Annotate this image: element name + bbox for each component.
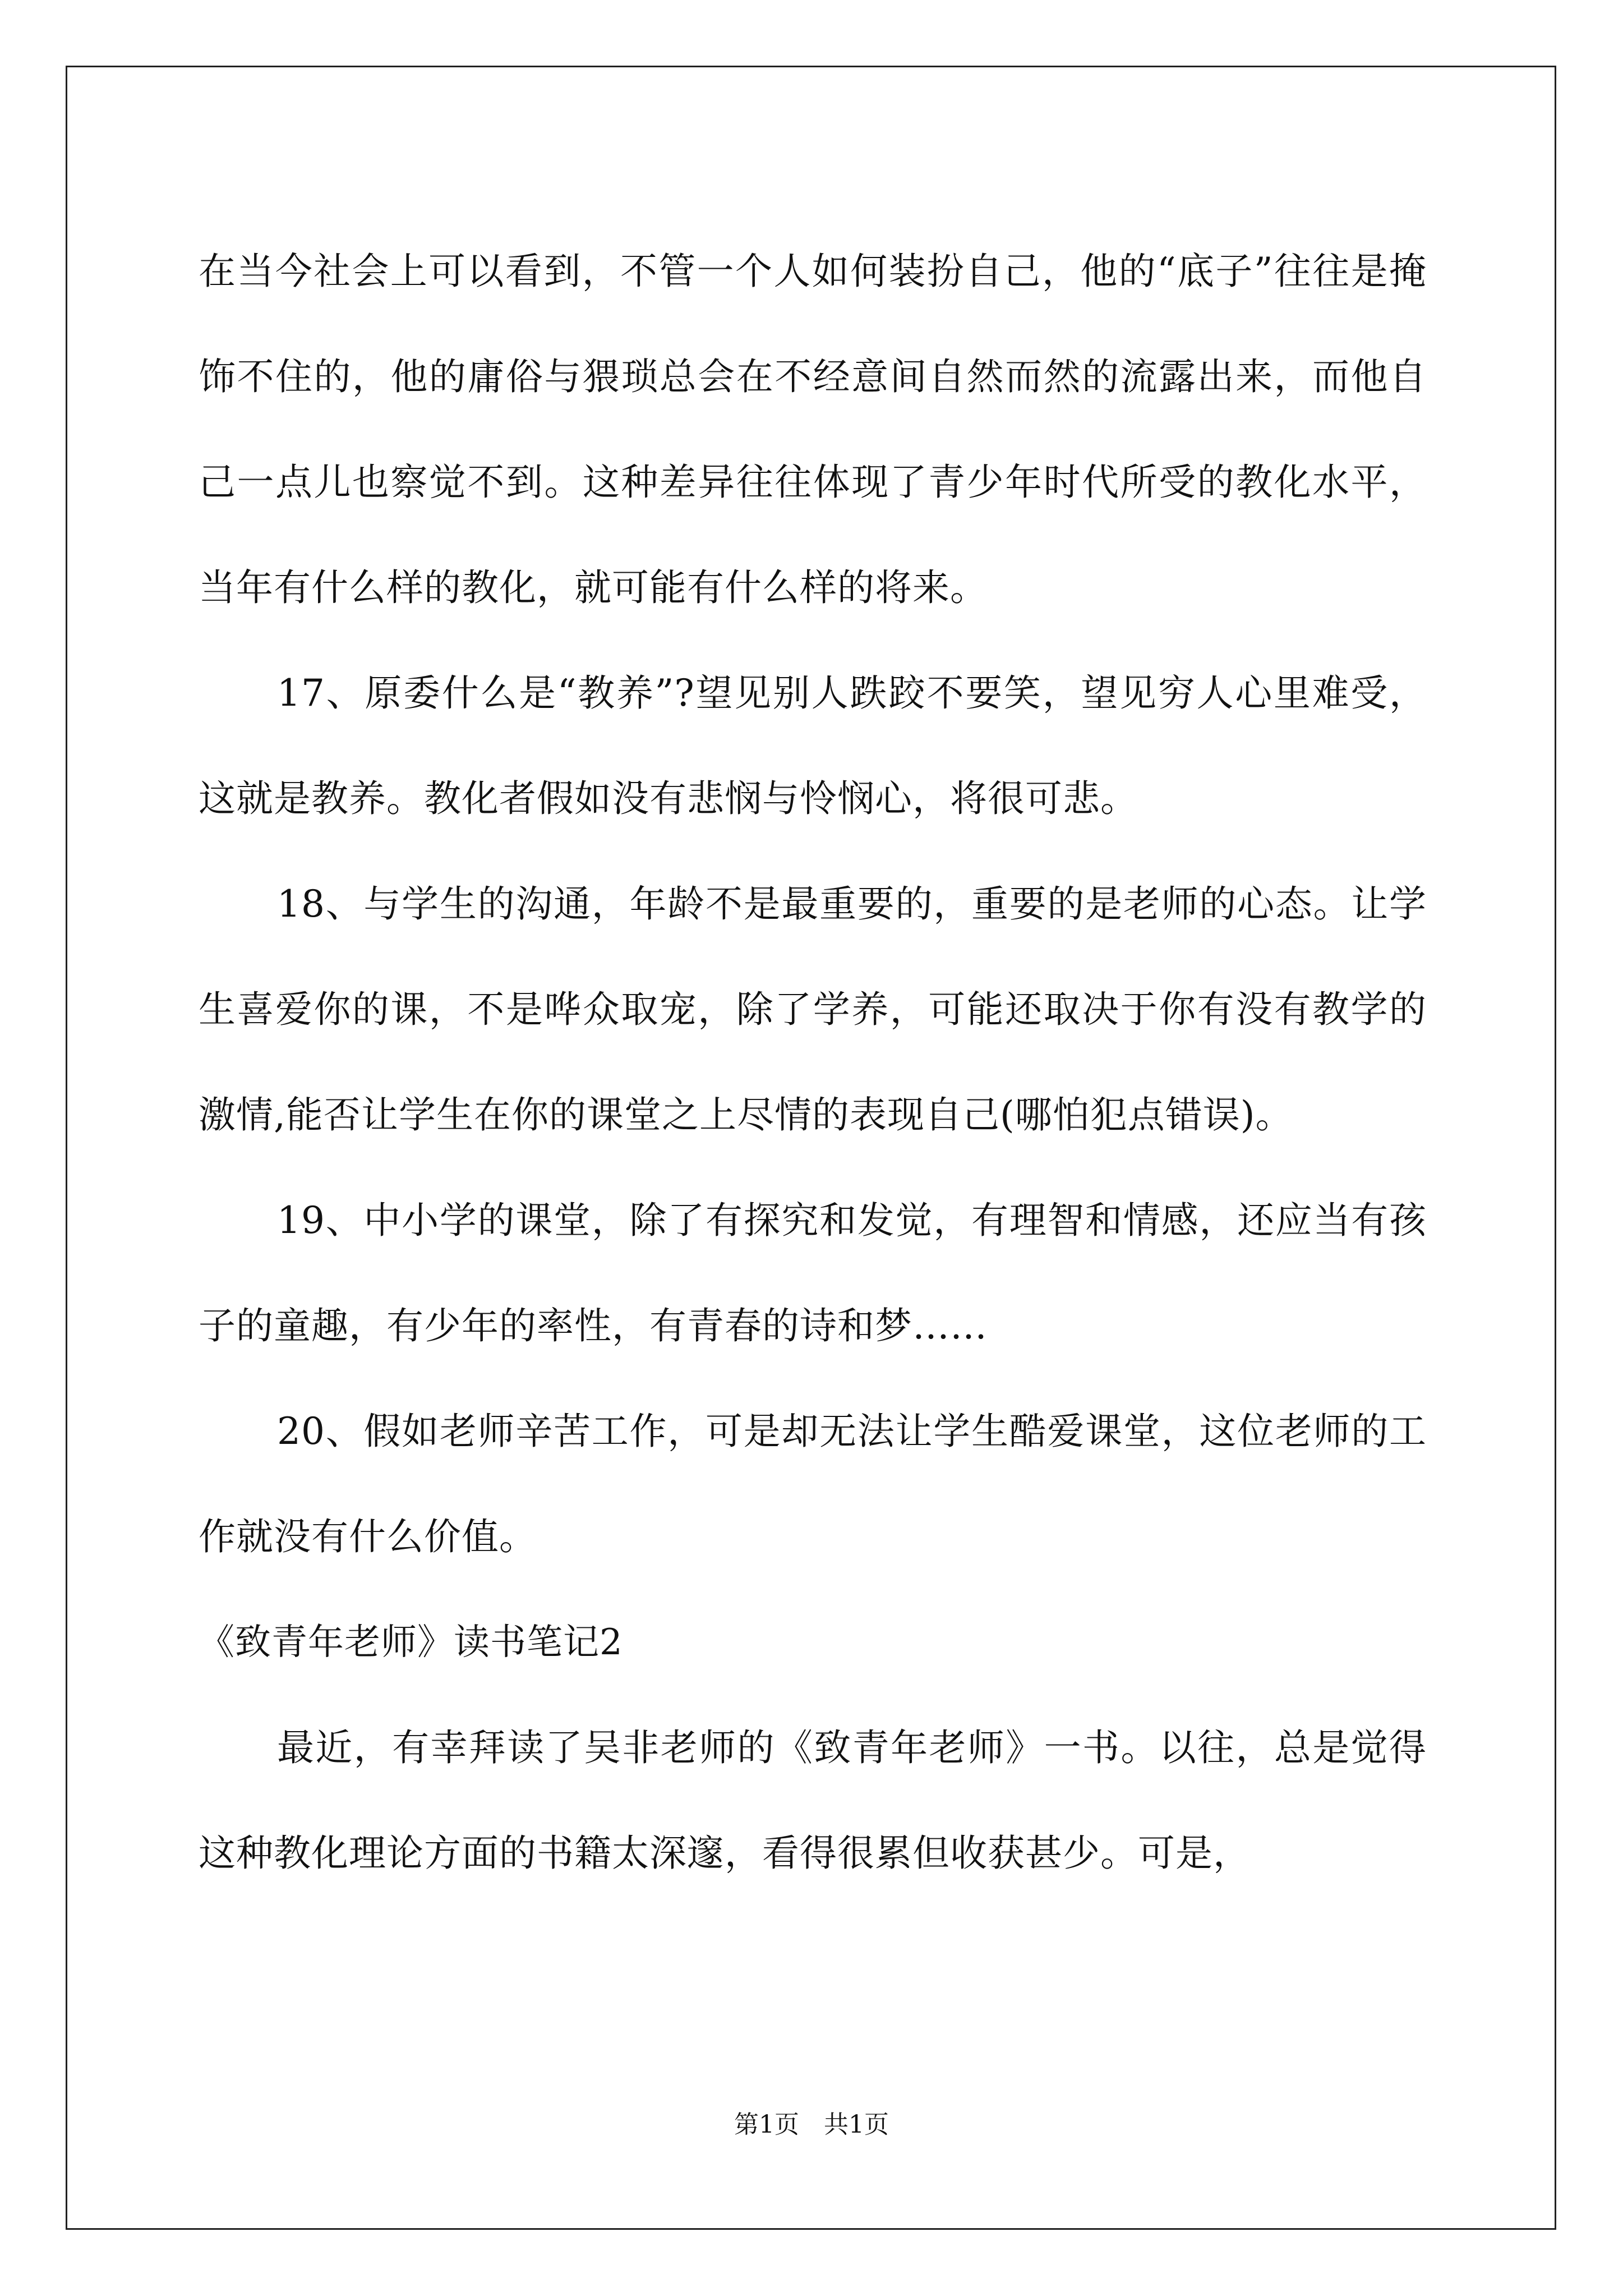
section-paragraph-1: 最近，有幸拜读了吴非老师的《致青年老师》一书。以往，总是觉得这种教化理论方面的书籍太深邃，看得很累但收获甚少。可是， <box>199 1726 1427 1875</box>
paragraph-1: 在当今社会上可以看到，不管一个人如何装扮自己，他的“底子”往往是掩饰不住的，他的庸俗与猥琐总会在不经意间自然而然的流露出来，而他自己一点儿也察觉不到。这种差异往往体现了青少年时代所受的教化水平，当年有什么样的教化，就可能有什么样的将来。 <box>199 250 1427 609</box>
paragraph-18: 18、与学生的沟通，年龄不是最重要的，重要的是老师的心态。让学生喜爱你的课，不是哗众取宠，除了学养，可能还取决于你有没有教学的激情,能否让学生在你的课堂之上尽情的表现自己(哪怕犯点错误)。 <box>199 882 1427 1137</box>
document-body <box>199 219 1427 1906</box>
page-footer: 第1页 共1页 <box>734 2110 889 2139</box>
paragraph-19: 19、中小学的课堂，除了有探究和发觉，有理智和情感，还应当有孩子的童趣，有少年的率性，有青春的诗和梦…… <box>199 1199 1427 1347</box>
paragraph-17: 17、原委什么是“教养”?望见别人跌跤不要笑，望见穷人心里难受，这就是教养。教化者假如没有悲悯与怜悯心，将很可悲。 <box>199 671 1427 820</box>
section-heading: 《致青年老师》读书笔记2 <box>199 1622 623 1663</box>
paragraph-20: 20、假如老师辛苦工作，可是却无法让学生酷爱课堂，这位老师的工作就没有什么价值。 <box>199 1410 1427 1558</box>
